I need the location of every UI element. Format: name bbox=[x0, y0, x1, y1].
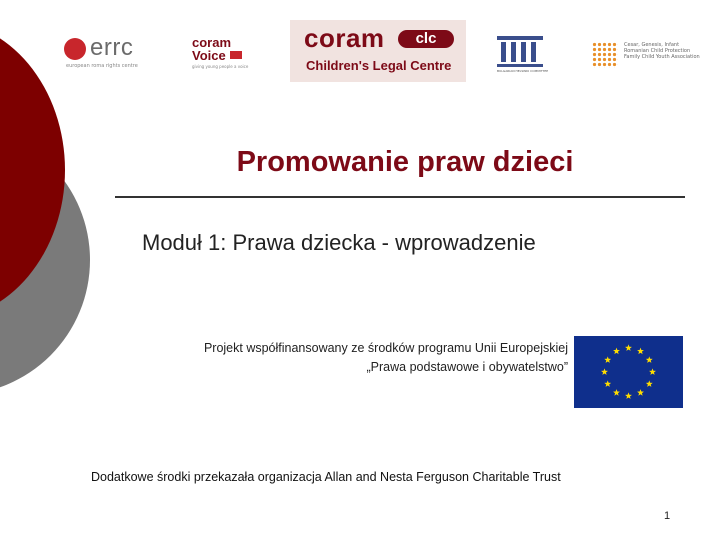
page-number: 1 bbox=[664, 510, 671, 522]
eu-star-icon bbox=[649, 368, 656, 375]
project-cofinancing-text bbox=[120, 339, 568, 377]
eu-star-icon bbox=[637, 389, 644, 396]
partner-logos bbox=[0, 0, 720, 100]
grid-logo-line: Family Child Youth Association bbox=[624, 54, 700, 60]
eu-flag bbox=[574, 336, 683, 408]
coram-voice-line1: coram bbox=[192, 35, 232, 50]
slide-title: Promowanie praw dzieci bbox=[236, 146, 574, 178]
eu-stars-icon bbox=[574, 336, 683, 408]
project-line-2: „Prawa podstawowe i obywatelstwo” bbox=[366, 360, 568, 374]
temple-column-icon bbox=[521, 42, 526, 62]
funding-note: Dodatkowe środki przekazała organizacja Allan and Nesta Ferguson Charitable Trust bbox=[91, 470, 561, 484]
coram-clc-wordmark: coram bbox=[304, 23, 385, 53]
coram-voice-line2: Voice bbox=[192, 48, 226, 63]
coram-clc-subtitle: Children's Legal Centre bbox=[306, 58, 452, 73]
errc-mark-icon bbox=[64, 38, 86, 60]
temple-column-icon bbox=[511, 42, 516, 62]
errc-tagline: european roma rights centre bbox=[66, 63, 138, 69]
errc-logo bbox=[62, 36, 142, 70]
coram-voice-tagline: giving young people a voice bbox=[192, 64, 249, 69]
project-line-1: Projekt współfinansowany ze środków programu Unii Europejskiej bbox=[203, 341, 568, 355]
slide-subtitle: Moduł 1: Prawa dziecka - wprowadzenie bbox=[142, 230, 536, 255]
eu-star-icon bbox=[646, 380, 653, 387]
coram-clc-pill: clc bbox=[398, 30, 454, 48]
eu-star-icon bbox=[637, 348, 644, 355]
eu-star-icon bbox=[613, 348, 620, 355]
eu-star-icon bbox=[601, 368, 608, 375]
eu-star-icon bbox=[613, 389, 620, 396]
eu-star-icon bbox=[646, 356, 653, 363]
title-divider bbox=[115, 196, 685, 198]
grid-logo bbox=[592, 40, 712, 70]
grid-logo-line: Romanian Child Protection bbox=[624, 48, 691, 54]
grid-logo-text bbox=[624, 42, 700, 60]
temple-logo bbox=[495, 34, 549, 74]
coram-voice-speech-icon bbox=[230, 51, 242, 59]
eu-star-icon bbox=[604, 356, 611, 363]
coram-voice-logo bbox=[190, 35, 249, 72]
temple-column-icon bbox=[531, 42, 536, 62]
coram-clc-logo bbox=[290, 20, 466, 82]
temple-roof-icon bbox=[497, 36, 543, 40]
dot-grid-icon bbox=[592, 42, 618, 68]
temple-column-icon bbox=[501, 42, 506, 62]
temple-base-icon bbox=[497, 64, 543, 67]
eu-star-icon bbox=[604, 380, 611, 387]
errc-wordmark: errc bbox=[90, 34, 134, 61]
temple-logo-caption: BULGARIAN HELSINKI COMMITTEE bbox=[497, 69, 549, 73]
eu-star-icon bbox=[625, 344, 632, 351]
eu-star-icon bbox=[625, 392, 632, 399]
grid-logo-line: Cesar, Genesis, Infant bbox=[624, 42, 680, 48]
